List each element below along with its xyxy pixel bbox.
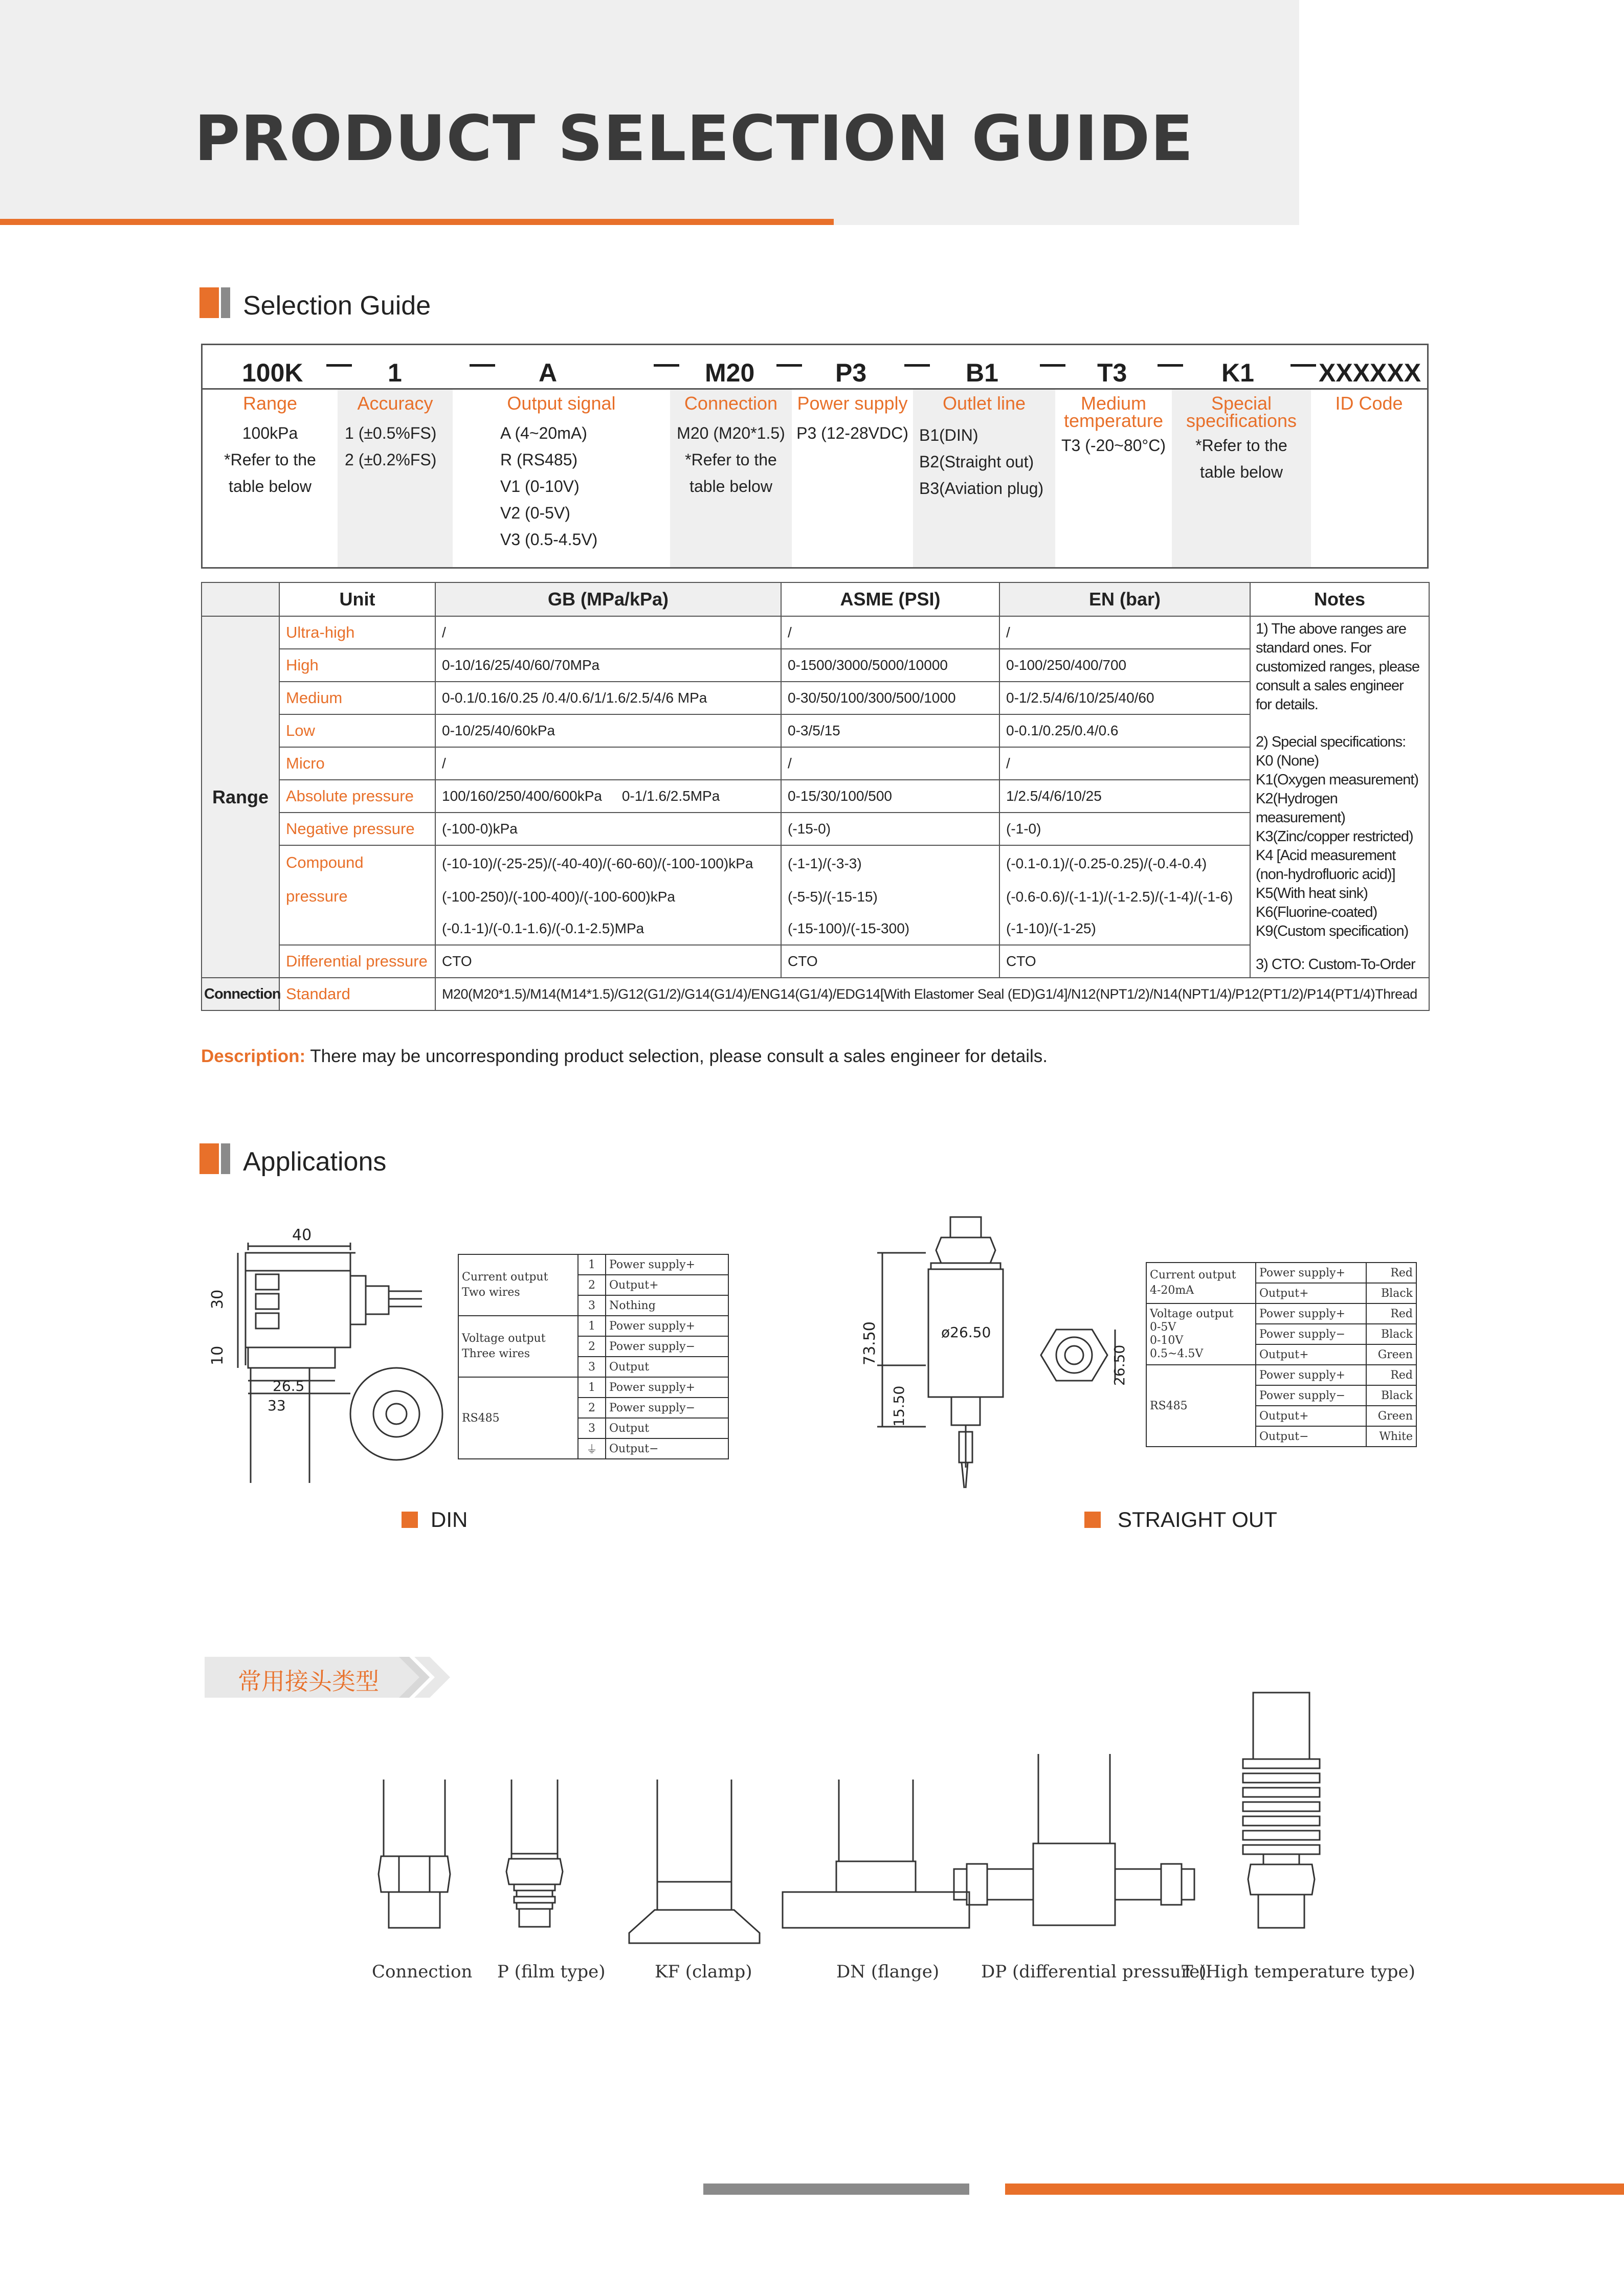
sel-value: A (4~20mA) xyxy=(500,424,587,442)
row-label: Micro xyxy=(279,747,435,780)
caption-marker xyxy=(1084,1512,1101,1528)
sel-value: B1(DIN) xyxy=(919,426,978,444)
applications-heading: Applications xyxy=(243,1147,387,1177)
code-dash: — xyxy=(470,349,495,378)
din-dim-width: 40 xyxy=(292,1226,312,1244)
straight-out-drawing xyxy=(859,1212,1128,1498)
din-dim-height: 30 xyxy=(209,1289,227,1309)
code-dash: — xyxy=(1040,349,1065,378)
connection-sub: Standard xyxy=(279,978,435,1010)
sel-value: *Refer to the xyxy=(685,451,777,469)
table-row xyxy=(202,780,1429,813)
cell-en: 0-1/2.5/4/6/10/25/40/60 xyxy=(999,682,1250,714)
row-label: Differential pressure xyxy=(279,945,435,978)
section-marker xyxy=(199,1143,230,1174)
row-label: Medium xyxy=(279,682,435,714)
sel-head-outlet: Outlet line xyxy=(942,393,1026,414)
sel-value: 1 (±0.5%FS) xyxy=(345,424,437,442)
range-label: Range xyxy=(202,616,279,978)
table-row xyxy=(202,616,1429,649)
cell-en: / xyxy=(999,747,1250,780)
straight-dim-thread: 15.50 xyxy=(891,1385,907,1427)
selection-code-row xyxy=(201,344,1429,390)
cell-en: 0-0.1/0.25/0.4/0.6 xyxy=(999,714,1250,747)
straight-dim-hex: 26.50 xyxy=(1111,1344,1128,1386)
section-marker xyxy=(199,287,230,318)
sel-value: 2 (±0.2%FS) xyxy=(345,451,437,469)
cell-asme: 0-30/50/100/300/500/1000 xyxy=(781,682,999,714)
cell-en: CTO xyxy=(999,945,1250,978)
cell-asme: (-15-0) xyxy=(781,813,999,845)
header-gb: GB (MPa/kPa) xyxy=(435,582,781,616)
cell-gb: (-100-250)/(-100-400)/(-100-600)kPa xyxy=(435,881,781,913)
connector-label: Connection xyxy=(372,1962,473,1982)
code-accuracy: 1 xyxy=(388,358,402,387)
sel-head-special: Special specifications xyxy=(1186,393,1297,431)
footer-bar-orange xyxy=(1005,2184,1624,2195)
straight-dim-length: 73.50 xyxy=(861,1321,879,1365)
connection-row xyxy=(202,978,1429,1010)
row-label: Ultra-high xyxy=(279,616,435,649)
connector-label: P (film type) xyxy=(497,1962,606,1982)
sel-value: table below xyxy=(1200,463,1283,481)
connector-label: KF (clamp) xyxy=(655,1962,752,1982)
code-range: 100K xyxy=(242,358,303,387)
straight-out-caption: STRAIGHT OUT xyxy=(1118,1507,1277,1532)
description-label: Description: xyxy=(201,1046,306,1066)
header-rule xyxy=(0,219,834,225)
cell-en: / xyxy=(999,616,1250,649)
sel-value: R (RS485) xyxy=(500,451,578,469)
cell-gb: 100/160/250/400/600kPa 0-1/1.6/2.5MPa xyxy=(435,780,781,813)
cell-asme: 0-1500/3000/5000/10000 xyxy=(781,649,999,682)
table-row xyxy=(202,649,1429,682)
selection-guide-heading: Selection Guide xyxy=(243,291,431,321)
table-header-row xyxy=(202,582,1429,616)
sel-head-output: Output signal xyxy=(507,393,616,414)
cell-en: 0-100/250/400/700 xyxy=(999,649,1250,682)
connector-label: DP (differential pressure) xyxy=(981,1962,1207,1982)
din-dim-b: 33 xyxy=(268,1397,286,1414)
cell-gb: / xyxy=(435,616,781,649)
table-row xyxy=(202,682,1429,714)
cell-asme: 0-3/5/15 xyxy=(781,714,999,747)
cell-en: (-1-0) xyxy=(999,813,1250,845)
row-label: Absolute pressure xyxy=(279,780,435,813)
din-connector-drawing xyxy=(202,1217,458,1483)
din-caption: DIN xyxy=(431,1507,468,1532)
cell-gb: (-0.1-1)/(-0.1-1.6)/(-0.1-2.5)MPa xyxy=(435,913,781,945)
code-power: P3 xyxy=(835,358,867,387)
table-row xyxy=(202,714,1429,747)
sel-col-accuracy xyxy=(338,390,453,567)
code-dash: — xyxy=(1291,349,1316,378)
row-label: Compound pressure xyxy=(279,845,435,945)
code-connection: M20 xyxy=(705,358,755,387)
code-dash: — xyxy=(326,349,352,378)
row-label: Low xyxy=(279,714,435,747)
sel-head-power: Power supply xyxy=(797,393,908,414)
code-dash: — xyxy=(904,349,930,378)
sel-value: M20 (M20*1.5) xyxy=(677,424,785,442)
description-text: There may be uncorresponding product selection, please consult a sales engineer for details. xyxy=(305,1046,1048,1066)
code-dash: — xyxy=(654,349,679,378)
header-blank xyxy=(202,582,279,616)
straight-dim-diameter: ø26.50 xyxy=(941,1324,991,1341)
header-unit: Unit xyxy=(279,582,435,616)
cell-en: (-1-10)/(-1-25) xyxy=(999,913,1250,945)
code-temperature: T3 xyxy=(1097,358,1127,387)
row-label: High xyxy=(279,649,435,682)
connection-label: Connection xyxy=(202,978,279,1010)
sel-value: V2 (0-5V) xyxy=(500,504,570,522)
code-output: A xyxy=(539,358,558,387)
sel-value: *Refer to the xyxy=(1195,436,1287,455)
sel-value: V1 (0-10V) xyxy=(500,477,580,496)
cell-asme: 0-15/30/100/500 xyxy=(781,780,999,813)
sel-value: 100kPa xyxy=(242,424,298,442)
cell-gb: (-10-10)/(-25-25)/(-40-40)/(-60-60)/(-100-100)kPa xyxy=(435,845,781,881)
sel-value: T3 (-20~80°C) xyxy=(1061,436,1166,455)
page-title: PRODUCT SELECTION GUIDE xyxy=(194,102,1194,175)
notes-cell: 1) The above ranges are standard ones. For customized ranges, please consult a sales engineer for details. 2) Special specifications: K0 (None) K1(Oxygen measurement) K2(Hydrogen measurement) K3(Zinc/copper restricted) K4 [Acid measurement (non-hydrofluoric acid)] K5(With heat sink) K6(Fluorine-coated) K9(Custom specification) 3) CTO: Custom-To-Order xyxy=(1250,616,1429,978)
table-row xyxy=(202,845,1429,881)
table-row xyxy=(202,945,1429,978)
footer-bar-gray xyxy=(703,2184,969,2195)
cell-asme: / xyxy=(781,747,999,780)
cell-gb: 0-10/16/25/40/60/70MPa xyxy=(435,649,781,682)
sel-col-range xyxy=(203,390,338,567)
cell-asme: (-1-1)/(-3-3) xyxy=(781,845,999,881)
sel-head-connection: Connection xyxy=(684,393,778,414)
sel-col-connection xyxy=(670,390,792,567)
sel-head-temperature: Medium temperature xyxy=(1063,393,1164,431)
cell-en: 1/2.5/4/6/10/25 xyxy=(999,780,1250,813)
sel-value: V3 (0.5-4.5V) xyxy=(500,530,598,549)
sel-value: table below xyxy=(689,477,772,496)
table-row xyxy=(202,747,1429,780)
code-outlet: B1 xyxy=(966,358,998,387)
sel-value: B3(Aviation plug) xyxy=(919,479,1044,498)
cell-asme: / xyxy=(781,616,999,649)
sel-head-range: Range xyxy=(242,393,298,414)
sel-col-outlet xyxy=(913,390,1055,567)
cell-en: (-0.6-0.6)/(-1-1)/(-1-2.5)/(-1-4)/(-1-6) xyxy=(999,881,1250,913)
code-special: K1 xyxy=(1221,358,1254,387)
sel-col-power xyxy=(792,390,913,567)
header-notes: Notes xyxy=(1250,582,1429,616)
description xyxy=(201,1046,1048,1067)
sel-col-temperature xyxy=(1055,390,1172,567)
code-id: XXXXXX xyxy=(1319,358,1421,387)
din-dim-a: 26.5 xyxy=(273,1378,305,1394)
din-dim-base: 10 xyxy=(209,1345,227,1365)
cell-gb: 0-0.1/0.16/0.25 /0.4/0.6/1/1.6/2.5/4/6 MPa xyxy=(435,682,781,714)
caption-marker xyxy=(402,1512,418,1528)
cell-asme: (-5-5)/(-15-15) xyxy=(781,881,999,913)
sel-col-output xyxy=(453,390,670,567)
cell-gb: 0-10/25/40/60kPa xyxy=(435,714,781,747)
connector-types-drawing xyxy=(358,1687,1422,1953)
sel-col-id xyxy=(1311,390,1427,567)
header-asme: ASME (PSI) xyxy=(781,582,999,616)
sel-value: table below xyxy=(229,477,312,496)
cell-gb: CTO xyxy=(435,945,781,978)
code-dash: — xyxy=(776,349,802,378)
sel-col-special xyxy=(1172,390,1311,567)
sel-value: *Refer to the xyxy=(224,451,316,469)
cell-en: (-0.1-0.1)/(-0.25-0.25)/(-0.4-0.4) xyxy=(999,845,1250,881)
header-en: EN (bar) xyxy=(999,582,1250,616)
sel-head-accuracy: Accuracy xyxy=(357,393,433,414)
code-dash: — xyxy=(1158,349,1183,378)
sel-value: P3 (12-28VDC) xyxy=(796,424,908,442)
sel-value: B2(Straight out) xyxy=(919,453,1034,471)
connector-label: DN (flange) xyxy=(836,1962,940,1982)
row-label: Negative pressure xyxy=(279,813,435,845)
table-row xyxy=(202,813,1429,845)
sel-head-id: ID Code xyxy=(1335,393,1403,414)
din-wiring-table: Current output Two wires 1 Power supply+ 2 Output+ 3 Nothing Voltage output Three wires 1 Power supply+ 2 Power supply− 3 Output RS485 1 Power supply+ 2 Power supply− 3 Output ⏚ Output− xyxy=(458,1254,729,1459)
range-table xyxy=(201,582,1430,1011)
connector-label: T (High temperature type) xyxy=(1182,1962,1415,1982)
cell-asme: (-15-100)/(-15-300) xyxy=(781,913,999,945)
cell-gb: / xyxy=(435,747,781,780)
connector-types-heading: 常用接头类型 xyxy=(238,1668,379,1695)
connection-value: M20(M20*1.5)/M14(M14*1.5)/G12(G1/2)/G14(G1/4)/ENG14(G1/4)/EDG14[With Elastomer Seal (ED)G1/4]/N12(NPT1/2)/N14(NPT1/4)/P12(PT1/2)/P14(PT1/4)Thread xyxy=(435,978,1429,1010)
cell-gb: (-100-0)kPa xyxy=(435,813,781,845)
straight-wiring-table: Current output 4-20mA Power supply+ Red Output+ Black Voltage output 0-5V 0-10V 0.5~4.5V Power supply+ Red Power supply− Black Output+ Green RS485 Power supply+ Red Power supply− Black Output+ Green Output− White xyxy=(1146,1262,1417,1447)
cell-asme: CTO xyxy=(781,945,999,978)
